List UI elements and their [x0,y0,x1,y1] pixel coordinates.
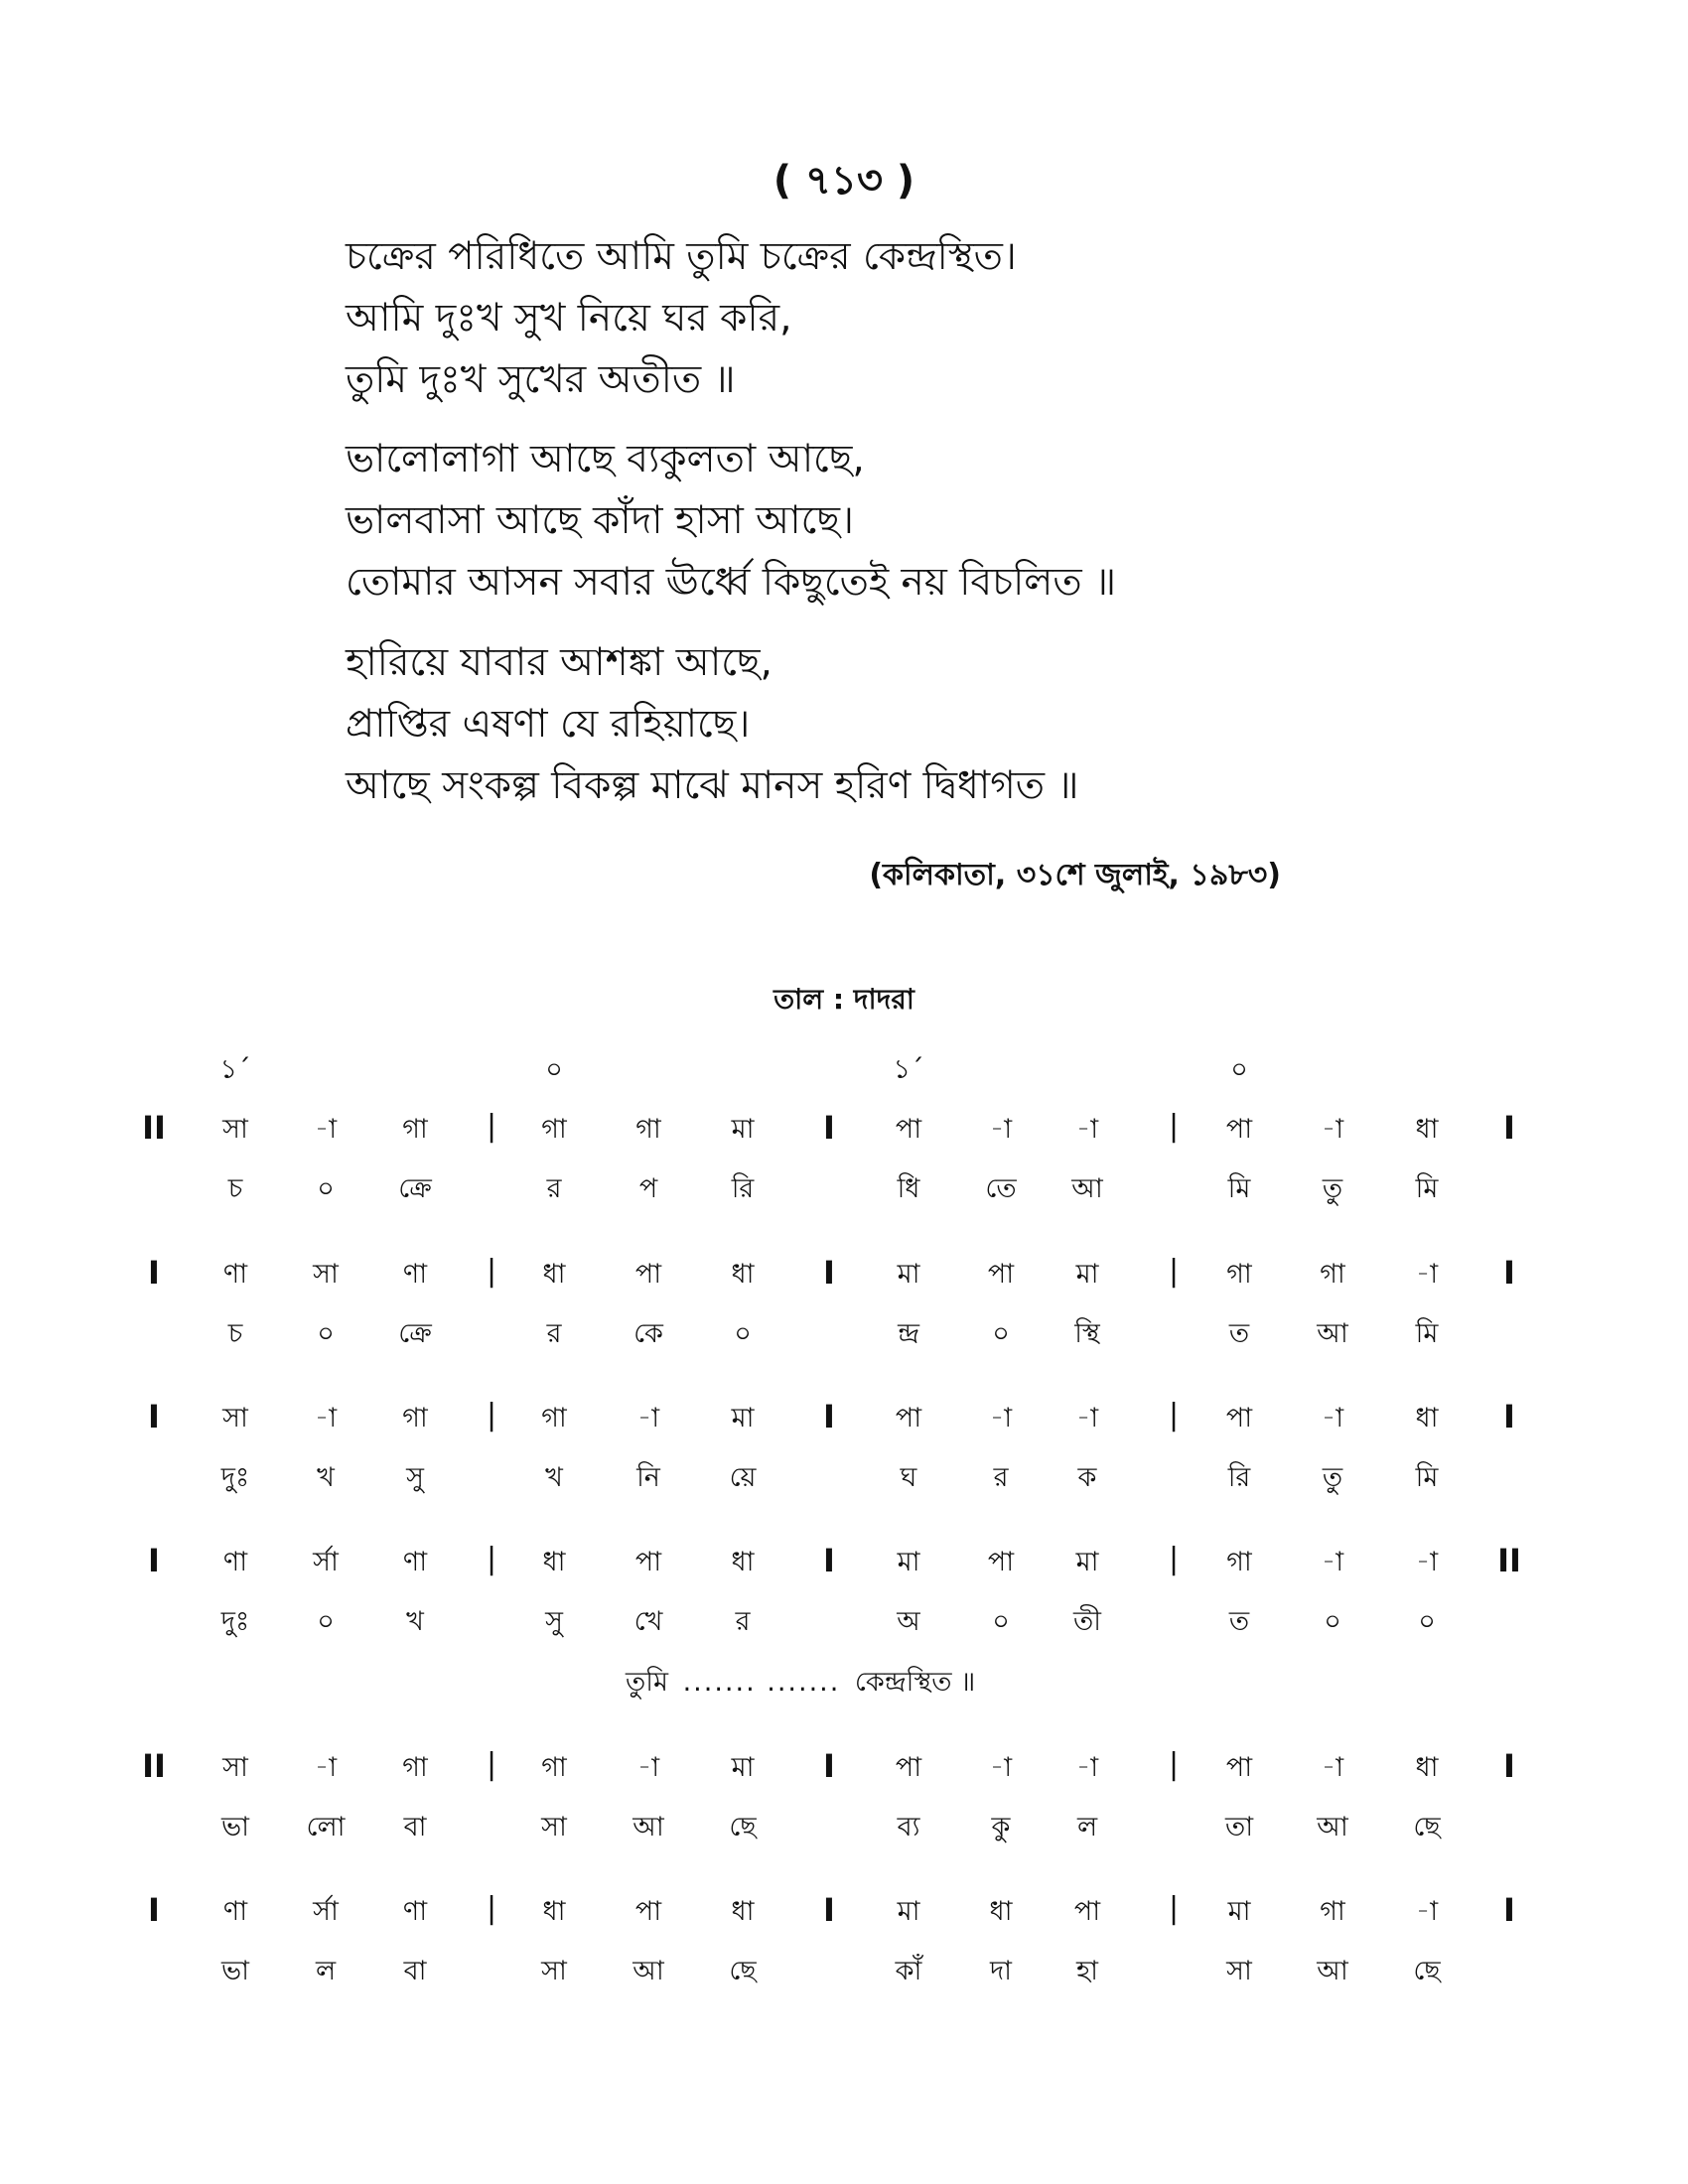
swara-note: -া [314,1403,338,1433]
lyric-syllable: বা [403,1812,427,1843]
lyric-syllable: ছে [729,1956,757,1986]
lyric-syllable: তে [985,1173,1017,1204]
end-barline: I [1503,1747,1515,1785]
beat-marker: ০ [545,1054,563,1085]
barline: I [823,1398,835,1435]
lyric-syllable: দুঃ [220,1606,250,1637]
lyric-syllable: খ [406,1606,424,1637]
lyric-syllable: য়ে [729,1462,757,1493]
lyric-syllable: ল [1076,1812,1098,1843]
swara-note: মা [1227,1896,1251,1927]
lyric-syllable: ক্রে [398,1318,432,1349]
swara-note: -া [636,1403,660,1433]
swara-note: -া [314,1752,338,1783]
lyric-line: চক্রের পরিধিতে আমি তুমি চক্রের কেন্দ্রস্থিত। [346,234,1017,279]
end-barline: I [1503,1891,1515,1929]
swara-note: ণা [222,1259,248,1290]
lyric-line: আছে সংকল্প বিকল্প মাঝে মানস হরিণ দ্বিধাগত ॥ [346,763,1079,808]
lyric-syllable: ত [1228,1318,1250,1349]
swara-note: পা [1225,1403,1253,1433]
swara-note: ণা [222,1547,248,1577]
barline: | [486,1747,497,1782]
swara-note: মা [897,1547,920,1577]
start-barline: II [142,1109,166,1147]
lyric-syllable: ভা [221,1812,249,1843]
barline: | [486,1254,497,1289]
date-place-line: (কলিকাতা, ৩১শে জুলাই, ১৯৮৩) [869,858,1281,892]
swara-note: মা [731,1403,755,1433]
barline: | [486,1398,497,1433]
lyric-line: তোমার আসন সবার ঊর্ধ্বে কিছুতেই নয় বিচলিত ॥ [346,560,1117,605]
lyric-syllable: ০ [1324,1606,1341,1637]
swara-note: -া [989,1752,1013,1783]
swara-note: পা [987,1259,1015,1290]
swara-note: পা [1073,1896,1101,1927]
swara-note: -া [1075,1752,1099,1783]
continuation-start: তুমি [626,1667,668,1698]
swara-note: ণা [402,1259,428,1290]
swara-note: ণা [402,1896,428,1927]
swara-note: পা [895,1114,922,1145]
lyric-line: ভালবাসা আছে কাঁদা হাসা আছে। [346,498,854,543]
swara-note: -া [1415,1259,1439,1290]
lyric-syllable: ধি [897,1173,920,1204]
lyric-line: ভালোলাগা আছে ব্যকুলতা আছে, [346,437,865,481]
lyric-syllable: ০ [992,1318,1010,1349]
lyric-syllable: নি [636,1462,660,1493]
swara-note: ধা [1415,1114,1439,1145]
lyric-syllable: খে [633,1606,663,1637]
swara-note: র্সা [313,1547,339,1577]
lyric-syllable: তা [1224,1812,1254,1843]
barline: | [1168,1542,1180,1576]
lyric-syllable: চ [227,1173,243,1204]
lyric-syllable: ০ [317,1173,335,1204]
swara-note: মা [1075,1547,1099,1577]
swara-note: সা [222,1114,248,1145]
lyric-syllable: ছে [729,1812,757,1843]
lyric-syllable: ০ [1418,1606,1436,1637]
lyric-syllable: আ [1317,1318,1348,1349]
swara-note: -া [636,1752,660,1783]
lyric-syllable: সু [545,1606,563,1637]
lyric-syllable: ০ [734,1318,752,1349]
start-barline: I [148,1542,160,1579]
lyric-syllable: প [638,1173,658,1204]
lyric-line: প্রাপ্তির এষণা যে রহিয়াছে। [346,702,751,747]
continuation-end: কেন্দ্রস্থিত ॥ [854,1667,976,1698]
lyric-syllable: আ [1317,1956,1348,1986]
lyric-syllable: সা [1226,1956,1252,1986]
swara-note: ধা [1415,1403,1439,1433]
start-barline: I [148,1254,160,1292]
lyric-syllable: মি [1415,1318,1439,1349]
swara-note: গা [1320,1259,1345,1290]
lyric-syllable: ন্দ্র [898,1318,919,1349]
lyric-syllable: র [546,1173,562,1204]
continuation-line [626,1662,975,1706]
barline: | [1168,1109,1180,1144]
swara-note: ণা [222,1896,248,1927]
lyric-syllable: ব্য [897,1812,920,1843]
start-barline: I [148,1398,160,1435]
lyric-syllable: ক [1077,1462,1097,1493]
swara-note: -া [1321,1114,1344,1145]
swara-note: ধা [731,1896,755,1927]
lyric-syllable: খ [545,1462,563,1493]
swara-note: গা [541,1114,567,1145]
lyric-line: হারিয়ে যাবার আশঙ্কা আছে, [346,640,773,685]
lyric-syllable: ক্রে [398,1173,432,1204]
lyric-syllable: কাঁ [895,1956,922,1986]
lyric-syllable: সা [541,1812,567,1843]
barline: | [486,1891,497,1926]
beat-marker: ০ [1230,1054,1248,1085]
barline: I [823,1109,835,1147]
swara-note: গা [1226,1547,1252,1577]
swara-note: পা [895,1752,922,1783]
lyric-syllable: আ [633,1812,664,1843]
swara-note: -া [989,1114,1013,1145]
swara-note: -া [1321,1403,1344,1433]
barline: I [823,1747,835,1785]
lyric-syllable: খ [317,1462,335,1493]
swara-note: সা [313,1259,339,1290]
swara-note: পা [1225,1752,1253,1783]
lyric-line: তুমি দুঃখ সুখের অতীত ॥ [346,357,736,402]
beat-marker: ১´ [893,1054,924,1085]
swara-note: ধা [1415,1752,1439,1783]
barline: | [486,1542,497,1576]
swara-note: গা [635,1114,661,1145]
swara-note: -া [1321,1752,1344,1783]
lyric-syllable: র [735,1606,751,1637]
swara-note: ধা [731,1259,755,1290]
lyric-syllable: কু [991,1812,1011,1843]
swara-note: গা [1320,1896,1345,1927]
lyric-syllable: মি [1227,1173,1251,1204]
lyric-syllable: তী [1073,1606,1101,1637]
swara-note: মা [1075,1259,1099,1290]
swara-note: গা [402,1403,428,1433]
swara-note: -া [314,1114,338,1145]
lyric-syllable: ছে [1413,1956,1441,1986]
lyric-syllable: তু [1322,1173,1343,1204]
swara-note: গা [541,1752,567,1783]
lyric-syllable: ত [1228,1606,1250,1637]
swara-note: -া [989,1403,1013,1433]
lyric-syllable: ছে [1413,1812,1441,1843]
end-barline: I [1503,1254,1515,1292]
swara-note: গা [1226,1259,1252,1290]
start-barline: I [148,1891,160,1929]
lyric-syllable: আ [1317,1812,1348,1843]
lyric-syllable: রি [731,1173,755,1204]
lyric-syllable: বা [403,1956,427,1986]
swara-note: পা [634,1896,662,1927]
swara-note: পা [634,1547,662,1577]
barline: | [1168,1398,1180,1433]
lyric-syllable: আ [1071,1173,1103,1204]
end-barline: I [1503,1398,1515,1435]
swara-note: সা [222,1752,248,1783]
lyric-syllable: অ [897,1606,920,1637]
swara-note: মা [731,1752,755,1783]
swara-note: পা [1225,1114,1253,1145]
swara-note: পা [895,1403,922,1433]
swara-note: গা [402,1114,428,1145]
lyric-syllable: মি [1415,1173,1439,1204]
lyric-syllable: কে [633,1318,663,1349]
page-number: ( ৭১৩ ) [773,158,915,204]
swara-note: -া [1075,1114,1099,1145]
lyric-syllable: র [993,1462,1009,1493]
barline: I [823,1254,835,1292]
swara-note: -া [1415,1896,1439,1927]
lyric-syllable: তু [1322,1462,1343,1493]
lyric-syllable: রি [1227,1462,1251,1493]
lyric-syllable: ল [315,1956,337,1986]
swara-note: -া [1075,1403,1099,1433]
lyric-syllable: চ [227,1318,243,1349]
lyric-syllable: ০ [317,1606,335,1637]
lyric-syllable: ঘ [900,1462,917,1493]
lyric-syllable: আ [633,1956,664,1986]
swara-note: র্সা [313,1896,339,1927]
swara-note: মা [731,1114,755,1145]
lyric-syllable: স্থি [1074,1318,1100,1349]
lyric-syllable: হা [1075,1956,1098,1986]
lyric-syllable: ভা [221,1956,249,1986]
swara-note: ধা [731,1547,755,1577]
barline: I [823,1891,835,1929]
swara-note: -া [1321,1547,1344,1577]
barline: | [1168,1891,1180,1926]
beat-marker: ১´ [219,1054,251,1085]
swara-note: মা [897,1259,920,1290]
swara-note: -া [1415,1547,1439,1577]
lyric-syllable: র [546,1318,562,1349]
barline: | [1168,1747,1180,1782]
lyric-syllable: লো [306,1812,346,1843]
end-barline: II [1497,1542,1521,1579]
lyric-syllable: মি [1415,1462,1439,1493]
swara-note: ধা [542,1259,566,1290]
swara-note: ধা [989,1896,1013,1927]
swara-note: গা [402,1752,428,1783]
swara-note: সা [222,1403,248,1433]
lyric-syllable: সু [406,1462,424,1493]
end-barline: I [1503,1109,1515,1147]
lyric-syllable: দুঃ [220,1462,250,1493]
swara-note: ধা [542,1547,566,1577]
lyric-syllable: ০ [317,1318,335,1349]
barline: I [823,1542,835,1579]
swara-note: ণা [402,1547,428,1577]
taal-header: তাল : দাদরা [774,983,914,1016]
continuation-dots: ....... ....... [682,1667,841,1698]
barline: | [486,1109,497,1144]
barline: | [1168,1254,1180,1289]
lyric-line: আমি দুঃখ সুখ নিয়ে ঘর করি, [346,296,792,341]
swara-note: মা [897,1896,920,1927]
swara-note: গা [541,1403,567,1433]
swara-note: পা [634,1259,662,1290]
start-barline: II [142,1747,166,1785]
swara-note: পা [987,1547,1015,1577]
swara-note: ধা [542,1896,566,1927]
lyric-syllable: দা [989,1956,1012,1986]
lyric-syllable: ০ [992,1606,1010,1637]
lyric-syllable: সা [541,1956,567,1986]
